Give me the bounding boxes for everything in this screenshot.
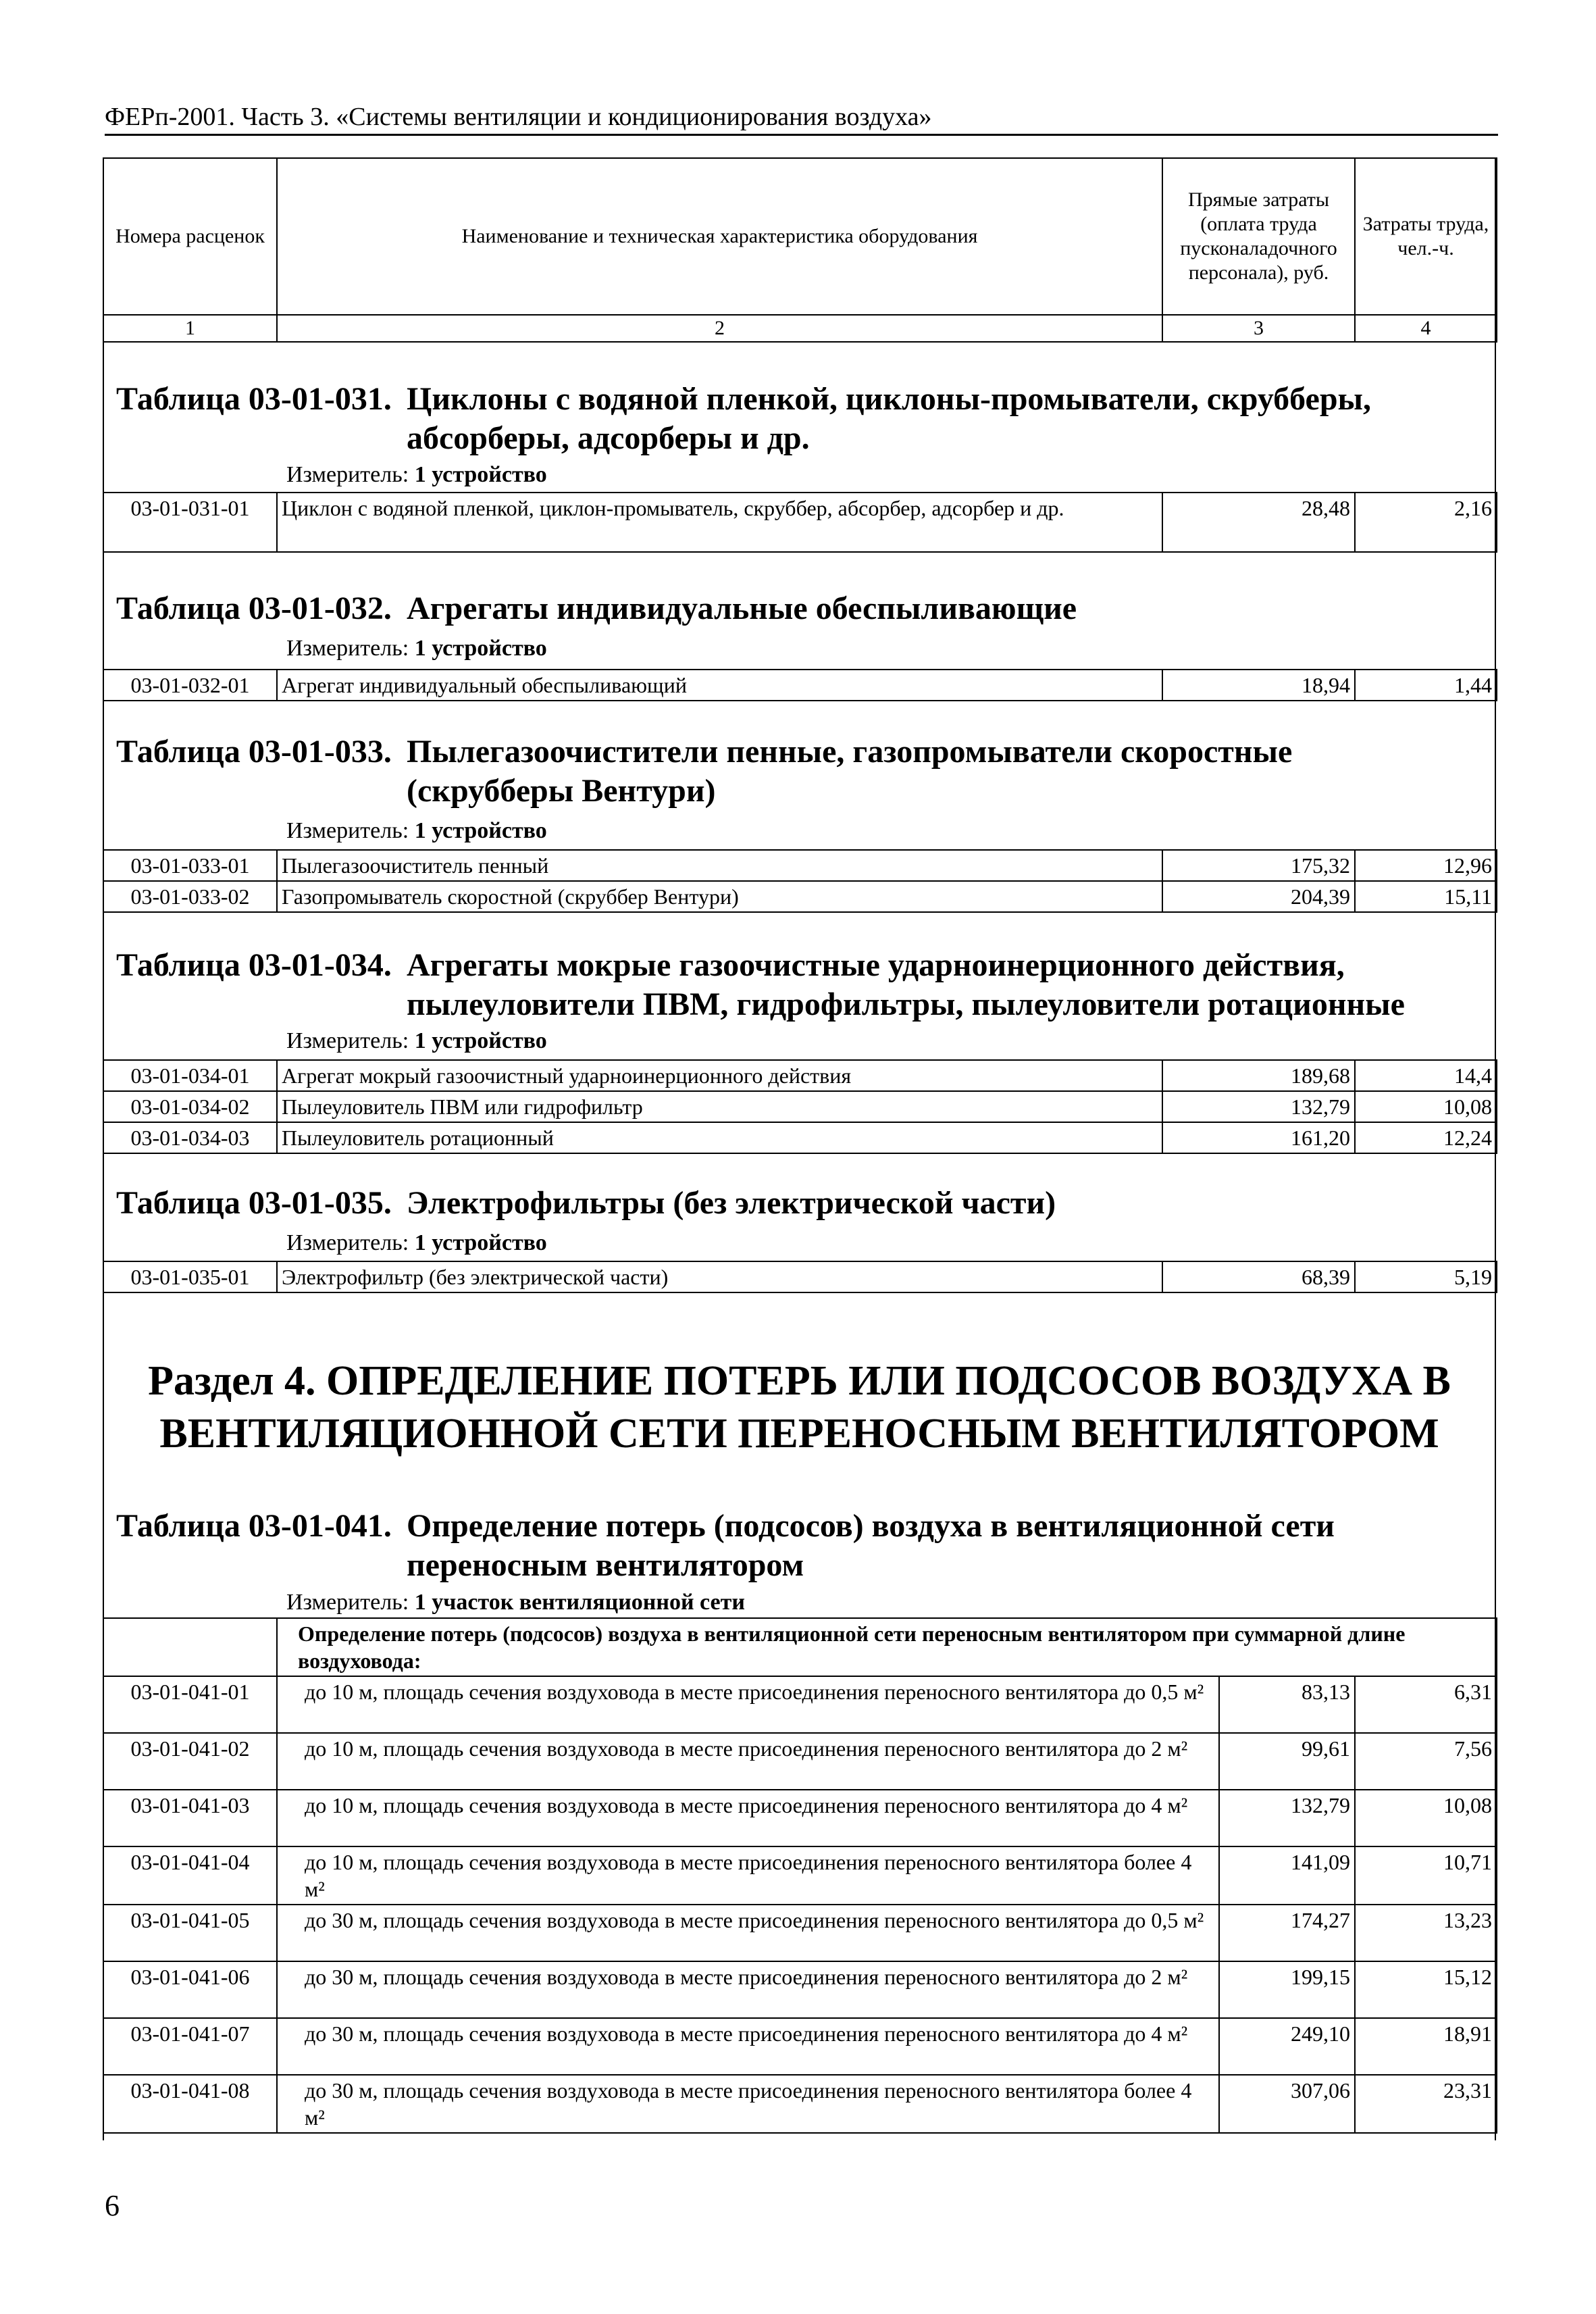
rate-labor: 23,31 bbox=[1355, 2075, 1497, 2133]
rate-cost: 99,61 bbox=[1219, 1733, 1355, 1790]
table-number: Таблица 03-01-032. bbox=[116, 590, 392, 626]
rates-table bbox=[103, 669, 1497, 701]
rate-name: до 10 м, площадь сечения воздуховода в месте присоединения переносного вентилятора до 0,5 м² bbox=[277, 1676, 1219, 1733]
table-title bbox=[116, 1184, 1460, 1223]
rate-code: 03-01-034-02 bbox=[103, 1091, 277, 1122]
measure-value: 1 участок вентиляционной сети bbox=[414, 1590, 745, 1615]
rate-cost: 83,13 bbox=[1219, 1676, 1355, 1733]
rate-cost: 132,79 bbox=[1219, 1790, 1355, 1846]
measure-value: 1 устройство bbox=[414, 818, 547, 843]
rate-cost: 189,68 bbox=[1162, 1060, 1355, 1091]
rate-cost: 28,48 bbox=[1162, 493, 1355, 552]
table-row bbox=[103, 881, 1497, 912]
rate-name: Электрофильтр (без электрической части) bbox=[277, 1261, 1162, 1292]
rate-code: 03-01-041-05 bbox=[103, 1905, 277, 1961]
table-row bbox=[103, 850, 1497, 881]
table-number: Таблица 03-01-031. bbox=[116, 381, 392, 417]
rate-cost: 68,39 bbox=[1162, 1261, 1355, 1292]
rate-name: до 30 м, площадь сечения воздуховода в месте присоединения переносного вентилятора до 2 м² bbox=[277, 1961, 1219, 2018]
measure-label: Измеритель: bbox=[286, 818, 409, 843]
rate-name: до 30 м, площадь сечения воздуховода в месте присоединения переносного вентилятора до 0,5 м² bbox=[277, 1905, 1219, 1961]
measure-label: Измеритель: bbox=[286, 1590, 409, 1615]
rate-labor: 18,91 bbox=[1355, 2018, 1497, 2075]
rates-table bbox=[103, 1617, 1497, 2134]
table-number: Таблица 03-01-041. bbox=[116, 1508, 392, 1544]
column-number-4: 4 bbox=[1355, 315, 1497, 342]
rate-name: Агрегат индивидуальный обеспыливающий bbox=[277, 670, 1162, 701]
table-row bbox=[103, 2018, 1497, 2075]
rate-labor: 10,08 bbox=[1355, 1091, 1497, 1122]
section-title-line-1: Раздел 4. ОПРЕДЕЛЕНИЕ ПОТЕРЬ ИЛИ ПОДСОСОВ ВОЗДУХА В bbox=[148, 1358, 1451, 1404]
rate-cost: 18,94 bbox=[1162, 670, 1355, 701]
rate-code: 03-01-041-01 bbox=[103, 1676, 277, 1733]
table-name: Пылегазоочистители пенные, газопромыватели скоростные (скрубберы Вентури) bbox=[407, 734, 1293, 809]
rate-code: 03-01-035-01 bbox=[103, 1261, 277, 1292]
rate-name: до 10 м, площадь сечения воздуховода в месте присоединения переносного вентилятора до 2 м² bbox=[277, 1733, 1219, 1790]
rate-name: до 30 м, площадь сечения воздуховода в месте присоединения переносного вентилятора более 4 м² bbox=[277, 2075, 1219, 2133]
rate-labor: 2,16 bbox=[1355, 493, 1497, 552]
rate-cost: 161,20 bbox=[1162, 1122, 1355, 1153]
table-title bbox=[116, 946, 1460, 1024]
table-row bbox=[103, 1091, 1497, 1122]
rate-name: до 10 м, площадь сечения воздуховода в месте присоединения переносного вентилятора более 4 м² bbox=[277, 1846, 1219, 1905]
column-header-name: Наименование и техническая характеристика оборудования bbox=[277, 158, 1162, 315]
table-row bbox=[103, 1261, 1497, 1292]
rate-code: 03-01-041-03 bbox=[103, 1790, 277, 1846]
rate-name: Агрегат мокрый газоочистный ударноинерционного действия bbox=[277, 1060, 1162, 1091]
table-subheading: Определение потерь (подсосов) воздуха в вентиляционной сети переносным вентилятором при суммарной длине воздуховода: bbox=[277, 1618, 1497, 1676]
rates-table bbox=[103, 492, 1497, 553]
column-number-1: 1 bbox=[103, 315, 277, 342]
table-row bbox=[103, 1846, 1497, 1905]
measure-label: Измеритель: bbox=[286, 1230, 409, 1255]
rates-table bbox=[103, 849, 1497, 913]
table-title bbox=[116, 732, 1460, 811]
column-header-cost: Прямые затраты (оплата труда пусконаладочного персонала), руб. bbox=[1162, 158, 1355, 315]
table-name: Электрофильтры (без электрической части) bbox=[407, 1185, 1056, 1221]
measure-line bbox=[286, 635, 547, 662]
rate-labor: 7,56 bbox=[1355, 1733, 1497, 1790]
rate-code: 03-01-041-04 bbox=[103, 1846, 277, 1905]
rate-labor: 6,31 bbox=[1355, 1676, 1497, 1733]
rate-labor: 5,19 bbox=[1355, 1261, 1497, 1292]
rates-table bbox=[103, 1261, 1497, 1293]
table-name: Циклоны с водяной пленкой, циклоны-промыватели, скрубберы, абсорберы, адсорберы и др. bbox=[407, 381, 1372, 456]
table-row bbox=[103, 670, 1497, 701]
table-name: Агрегаты индивидуальные обеспыливающие bbox=[407, 590, 1077, 626]
table-row bbox=[103, 1905, 1497, 1961]
rate-labor: 12,96 bbox=[1355, 850, 1497, 881]
rate-code: 03-01-031-01 bbox=[103, 493, 277, 552]
table-row bbox=[103, 1060, 1497, 1091]
rate-cost: 175,32 bbox=[1162, 850, 1355, 881]
measure-line bbox=[286, 818, 547, 845]
table-title bbox=[116, 1507, 1460, 1585]
running-header: ФЕРп-2001. Часть 3. «Системы вентиляции и кондиционирования воздуха» bbox=[105, 101, 1498, 136]
measure-label: Измеритель: bbox=[286, 1028, 409, 1053]
measure-line bbox=[286, 1028, 547, 1055]
rate-cost: 307,06 bbox=[1219, 2075, 1355, 2133]
rate-code: 03-01-034-01 bbox=[103, 1060, 277, 1091]
table-name: Агрегаты мокрые газоочистные ударноинерционного действия, пылеуловители ПВМ, гидрофильтры, пылеуловители ротационные bbox=[407, 947, 1405, 1022]
measure-value: 1 устройство bbox=[414, 1230, 547, 1255]
rate-name: Пылегазоочиститель пенный bbox=[277, 850, 1162, 881]
rate-cost: 249,10 bbox=[1219, 2018, 1355, 2075]
rate-labor: 1,44 bbox=[1355, 670, 1497, 701]
table-number: Таблица 03-01-033. bbox=[116, 734, 392, 770]
rate-code: 03-01-041-02 bbox=[103, 1733, 277, 1790]
measure-line bbox=[286, 1230, 547, 1257]
rate-labor: 15,11 bbox=[1355, 881, 1497, 912]
table-row bbox=[103, 493, 1497, 552]
page-number: 6 bbox=[105, 2189, 120, 2222]
column-header-table bbox=[103, 157, 1497, 343]
rate-cost: 199,15 bbox=[1219, 1961, 1355, 2018]
rate-labor: 10,08 bbox=[1355, 1790, 1497, 1846]
table-row bbox=[103, 1733, 1497, 1790]
rate-cost: 174,27 bbox=[1219, 1905, 1355, 1961]
rate-name: Циклон с водяной пленкой, циклон-промыватель, скруббер, абсорбер, адсорбер и др. bbox=[277, 493, 1162, 552]
measure-line bbox=[286, 461, 547, 488]
rate-name: до 10 м, площадь сечения воздуховода в месте присоединения переносного вентилятора до 4 м² bbox=[277, 1790, 1219, 1846]
table-title bbox=[116, 589, 1460, 628]
table-row bbox=[103, 1122, 1497, 1153]
rate-code: 03-01-041-07 bbox=[103, 2018, 277, 2075]
measure-label: Измеритель: bbox=[286, 462, 409, 487]
rate-labor: 15,12 bbox=[1355, 1961, 1497, 2018]
rate-name: Газопромыватель скоростной (скруббер Вентури) bbox=[277, 881, 1162, 912]
rate-code: 03-01-033-02 bbox=[103, 881, 277, 912]
table-number: Таблица 03-01-034. bbox=[116, 947, 392, 983]
table-row bbox=[103, 1790, 1497, 1846]
section-title-line-2: ВЕНТИЛЯЦИОННОЙ СЕТИ ПЕРЕНОСНЫМ ВЕНТИЛЯТОРОМ bbox=[159, 1411, 1439, 1457]
rates-table bbox=[103, 1059, 1497, 1154]
rate-code: 03-01-034-03 bbox=[103, 1122, 277, 1153]
table-row bbox=[103, 2075, 1497, 2133]
section-title bbox=[103, 1355, 1496, 1460]
table-number: Таблица 03-01-035. bbox=[116, 1185, 392, 1221]
rate-code: 03-01-033-01 bbox=[103, 850, 277, 881]
rate-cost: 132,79 bbox=[1162, 1091, 1355, 1122]
column-header-codes: Номера расценок bbox=[103, 158, 277, 315]
rate-code: 03-01-041-08 bbox=[103, 2075, 277, 2133]
table-title bbox=[116, 380, 1460, 458]
table-name: Определение потерь (подсосов) воздуха в вентиляционной сети переносным вентилятором bbox=[407, 1508, 1335, 1583]
measure-value: 1 устройство bbox=[414, 462, 547, 487]
rate-labor: 12,24 bbox=[1355, 1122, 1497, 1153]
rate-code: 03-01-041-06 bbox=[103, 1961, 277, 2018]
table-row bbox=[103, 1676, 1497, 1733]
rate-name: Пылеуловитель ПВМ или гидрофильтр bbox=[277, 1091, 1162, 1122]
measure-label: Измеритель: bbox=[286, 636, 409, 661]
rate-name: Пылеуловитель ротационный bbox=[277, 1122, 1162, 1153]
column-number-3: 3 bbox=[1162, 315, 1355, 342]
column-number-2: 2 bbox=[277, 315, 1162, 342]
rate-cost: 204,39 bbox=[1162, 881, 1355, 912]
rate-cost: 141,09 bbox=[1219, 1846, 1355, 1905]
subheading-row bbox=[103, 1618, 1497, 1676]
measure-value: 1 устройство bbox=[414, 1028, 547, 1053]
rate-code: 03-01-032-01 bbox=[103, 670, 277, 701]
measure-value: 1 устройство bbox=[414, 636, 547, 661]
measure-line bbox=[286, 1589, 745, 1616]
rate-name: до 30 м, площадь сечения воздуховода в месте присоединения переносного вентилятора до 4 м² bbox=[277, 2018, 1219, 2075]
table-row bbox=[103, 1961, 1497, 2018]
rate-labor: 13,23 bbox=[1355, 1905, 1497, 1961]
column-header-labor: Затраты труда, чел.-ч. bbox=[1355, 158, 1497, 315]
rate-labor: 14,4 bbox=[1355, 1060, 1497, 1091]
rate-labor: 10,71 bbox=[1355, 1846, 1497, 1905]
